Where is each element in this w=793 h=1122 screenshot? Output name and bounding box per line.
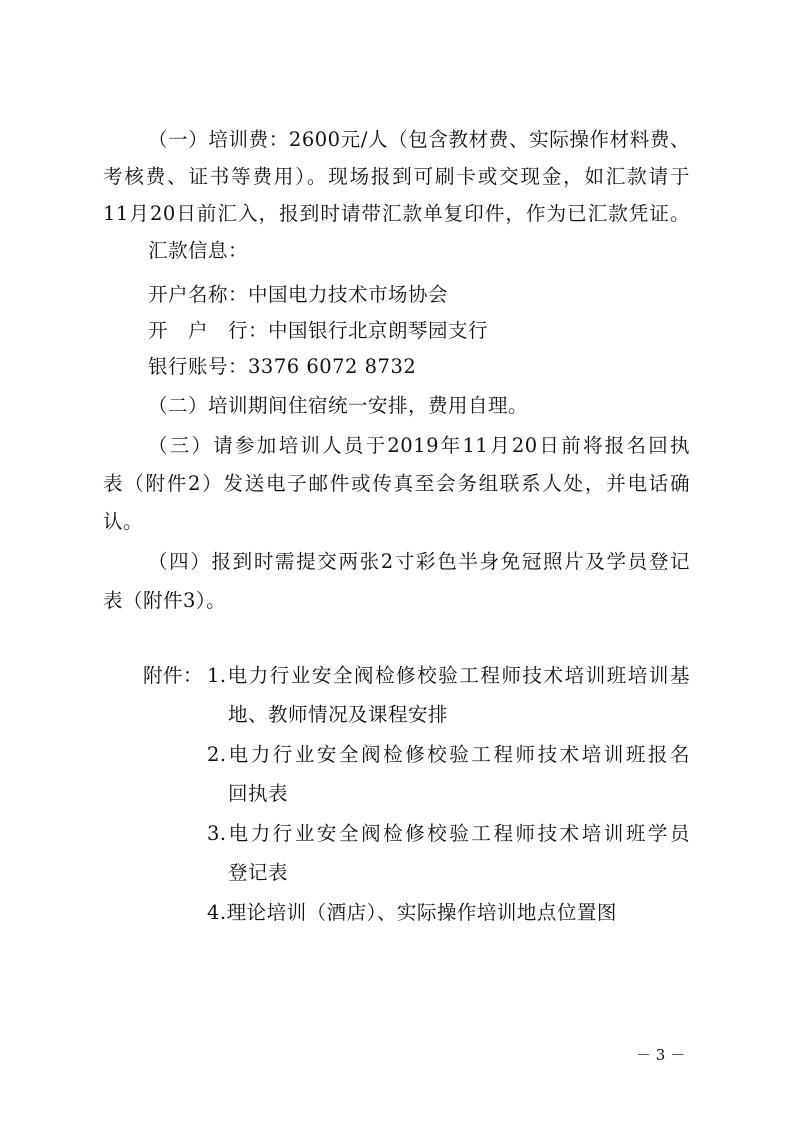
page-number: － 3 － — [636, 1046, 686, 1064]
attachments-label: 附件： — [143, 664, 204, 687]
photo-requirement-line-2: 表（附件3）。 — [103, 589, 227, 612]
attachment-3-line-1: 3.电力行业安全阀检修校验工程师技术培训班学员 — [207, 822, 690, 845]
registration-paragraph-line-1: （三）请参加培训人员于2019年11月20日前将报名回执 — [148, 434, 690, 457]
attachment-3-line-2: 登记表 — [228, 861, 289, 884]
fee-paragraph-line-2: 考核费、证书等费用）。现场报到可刷卡或交现金，如汇款请于 — [103, 165, 690, 188]
bank-name: 开 户 行：中国银行北京朗琴园支行 — [148, 319, 489, 342]
attachment-1-line-1: 1.电力行业安全阀检修校验工程师技术培训班培训基 — [207, 664, 690, 687]
registration-paragraph-line-3: 认。 — [103, 510, 144, 533]
account-name: 开户名称：中国电力技术市场协会 — [148, 283, 449, 306]
fee-paragraph-line-3: 11月20日前汇入，报到时请带汇款单复印件，作为已汇款凭证。 — [103, 202, 690, 225]
attachment-2-line-2: 回执表 — [228, 782, 289, 805]
registration-paragraph-line-2: 表（附件2）发送电子邮件或传真至会务组联系人处，并电话确 — [103, 472, 690, 495]
fee-paragraph-line-1: （一）培训费：2600元/人（包含教材费、实际操作材料费、 — [148, 128, 690, 151]
photo-requirement-line-1: （四）报到时需提交两张2寸彩色半身免冠照片及学员登记 — [148, 550, 690, 573]
remittance-info-heading: 汇款信息： — [148, 239, 249, 262]
bank-account-number: 银行账号：3376 6072 8732 — [148, 355, 417, 378]
attachment-2-line-1: 2.电力行业安全阀检修校验工程师技术培训班报名 — [207, 743, 690, 766]
attachment-1-line-2: 地、教师情况及课程安排 — [228, 703, 449, 726]
accommodation-paragraph: （二）培训期间住宿统一安排，费用自理。 — [148, 394, 529, 417]
attachment-4-line-1: 4.理论培训（酒店）、实际操作培训地点位置图 — [207, 901, 617, 924]
